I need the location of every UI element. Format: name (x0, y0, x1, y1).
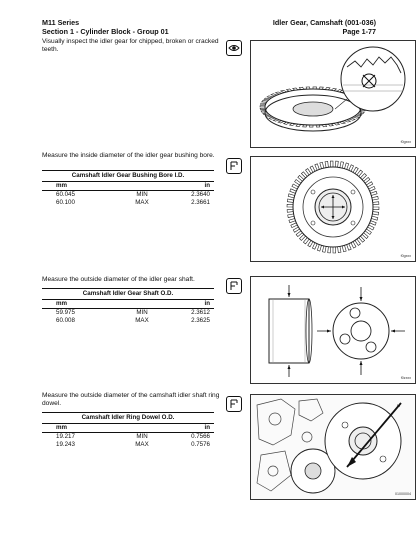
section-title: Section 1 - Cylinder Block - Group 01 (42, 27, 169, 36)
gear-inspection-figure (250, 40, 416, 148)
value-mm: 59.975 (56, 309, 75, 316)
ring-dowel-figure (250, 394, 416, 500)
section-inspect-gear (42, 38, 411, 148)
col-in: in (204, 424, 210, 431)
value-mm: 19.243 (56, 440, 75, 448)
caliper-icon (226, 396, 242, 412)
spec-row (42, 317, 214, 325)
col-in: in (204, 300, 210, 307)
col-mm: mm (56, 424, 68, 431)
header-left (42, 18, 169, 36)
limit-label: MIN (136, 191, 148, 198)
limit-label: MAX (135, 198, 149, 206)
spec-table (42, 170, 214, 206)
value-in: 2.3640 (191, 191, 210, 198)
value-in: 2.3661 (191, 198, 210, 206)
figure-reference: f0gxxx (400, 254, 411, 258)
instruction-text: Measure the outside diameter of the camshaft idler shaft ring dowel. (42, 392, 220, 407)
section-shaft-od (42, 276, 411, 386)
value-in: 0.7566 (191, 433, 210, 440)
spec-title: Camshaft Idler Ring Dowel O.D. (42, 412, 214, 424)
value-mm: 60.100 (56, 198, 75, 206)
header-right (273, 18, 376, 36)
figure-reference: 01000004 (395, 492, 411, 496)
bushing-bore-figure (250, 156, 416, 262)
limit-label: MAX (135, 440, 149, 448)
col-mm: mm (56, 182, 68, 189)
spec-title: Camshaft Idler Gear Shaft O.D. (42, 288, 214, 300)
caliper-icon (226, 278, 242, 294)
limit-label: MIN (136, 309, 148, 316)
section-ring-dowel (42, 392, 411, 500)
instruction-text: Visually inspect the idler gear for chipped, broken or cracked teeth. (42, 38, 219, 53)
spec-table (42, 412, 214, 448)
instruction-text: Measure the inside diameter of the idler gear bushing bore. (42, 152, 215, 159)
spec-header (42, 182, 214, 191)
value-mm: 19.217 (56, 433, 75, 440)
spec-row (42, 441, 214, 449)
col-in: in (204, 182, 210, 189)
value-mm: 60.008 (56, 316, 75, 324)
value-in: 2.3612 (191, 309, 210, 316)
series-title: M11 Series (42, 18, 80, 27)
limit-label: MIN (136, 433, 148, 440)
section-bushing-bore (42, 152, 411, 264)
spec-header (42, 300, 214, 309)
svg-text:M: M (397, 403, 401, 408)
spec-title: Camshaft Idler Gear Bushing Bore I.D. (42, 170, 214, 182)
spec-table (42, 288, 214, 324)
spec-row (42, 433, 214, 441)
col-mm: mm (56, 300, 68, 307)
procedure-title: Idler Gear, Camshaft (001-036) (272, 18, 376, 27)
value-mm: 60.045 (56, 191, 75, 198)
figure-reference: f0gxxx (400, 140, 411, 144)
spec-row (42, 309, 214, 317)
page-number: Page 1-77 (342, 27, 376, 36)
shaft-figure (250, 276, 416, 384)
spec-header (42, 424, 214, 433)
eye-icon (226, 40, 242, 56)
spec-row (42, 191, 214, 199)
figure-reference: f0zxxx (400, 376, 411, 380)
spec-row (42, 199, 214, 207)
caliper-icon (226, 158, 242, 174)
page-header (42, 18, 376, 40)
value-in: 2.3625 (191, 316, 210, 324)
instruction-text: Measure the outside diameter of the idler gear shaft. (42, 276, 195, 283)
value-in: 0.7576 (191, 440, 210, 448)
limit-label: MAX (135, 316, 149, 324)
